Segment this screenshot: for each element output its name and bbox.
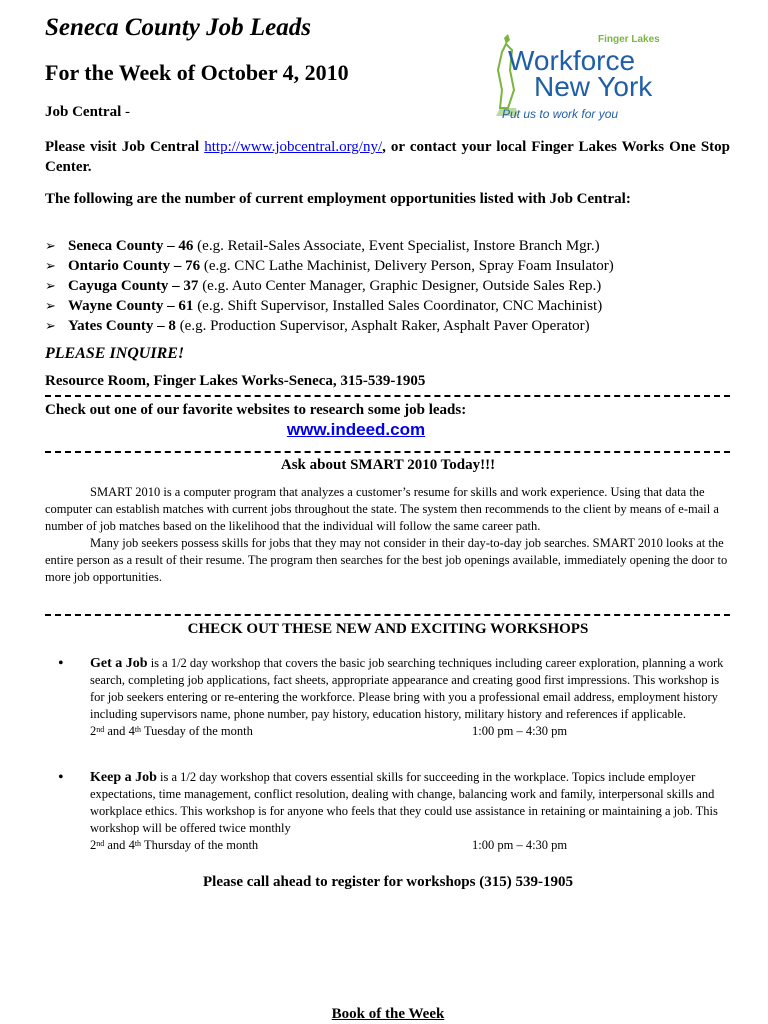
workshops-heading: CHECK OUT THESE NEW AND EXCITING WORKSHOPS — [187, 621, 589, 637]
list-item: ➢ Yates County – 8 (e.g. Production Supervisor, Asphalt Raker, Asphalt Paver Operator) — [45, 318, 590, 334]
arrow-bullet-icon: ➢ — [45, 258, 56, 273]
divider — [45, 614, 730, 616]
indeed-link[interactable]: www.indeed.com — [286, 420, 426, 439]
bullet-icon: • — [58, 769, 64, 786]
workshop-time: 1:00 pm – 4:30 pm — [472, 838, 568, 852]
job-central-link[interactable]: http://www.jobcentral.org/ny/ — [204, 139, 383, 155]
smart-paragraph-1: SMART 2010 is a computer program that analyzes a customer’s resume for skills and work experience. Using that data the computer can establish matches with current jobs throughout the state. The system then recommends to the client by means of e-mail a number of job matches based on the likelihood that the individual will follow the same career path. — [45, 485, 719, 533]
list-item: ➢ Cayuga County – 37 (e.g. Auto Center Manager, Graphic Designer, Outside Sales Rep.) — [45, 278, 602, 294]
visit-paragraph: Please visit Job Central http://www.jobcentral.org/ny/, or contact your local Finger Lakes Works One Stop Center. — [45, 139, 730, 175]
logo-tagline: Put us to work for you — [502, 107, 619, 121]
workshop-keep-a-job: • Keep a Job is a 1/2 day workshop that covers essential skills for succeeding in the workplace. Topics include employer expectations, time management, conflict resolution, dealing with change, balancing work and family, interpersonal skills and workplace ethics. This workshop is for anyone who feels that they could use assistance in retaining or maintaining a job. This workshop will be offered twice monthly 2nd and 4th Thursday of the month 1:00 pm – 4:30 pm — [64, 769, 734, 854]
arrow-bullet-icon: ➢ — [45, 298, 56, 313]
please-inquire: PLEASE INQUIRE! — [45, 345, 185, 362]
divider — [45, 451, 730, 453]
arrow-bullet-icon: ➢ — [45, 318, 56, 333]
workshop-schedule: 2nd and 4th Tuesday of the month 1:00 pm – 4:30 pm — [90, 724, 568, 738]
page-title: Seneca County Job Leads — [45, 14, 311, 41]
workshop-time: 1:00 pm – 4:30 pm — [472, 724, 568, 738]
arrow-bullet-icon: ➢ — [45, 278, 56, 293]
smart-paragraph-2: Many job seekers possess skills for jobs that they may not consider in their day-to-day job searches. SMART 2010 looks at the entire person as a result of their resume. The program then searches for the best job openings available, immediately opening the door to more job opportunities. — [45, 536, 728, 584]
divider — [45, 395, 730, 397]
workshop-schedule: 2nd and 4th Thursday of the month 1:00 pm – 4:30 pm — [90, 838, 568, 852]
favorite-websites-text: Check out one of our favorite websites to research some job leads: — [45, 402, 467, 418]
workshop-get-a-job: • Get a Job is a 1/2 day workshop that covers the basic job searching techniques including career exploration, planning a work search, completing job applications, fact sheets, appropriate appearance and creating good first impressions. This workshop is for job seekers entering or re-entering the workforce. Please bring with you a professional email address, employment history including supervisors name, phone number, pay history, education history, military history and references if applicable. 2nd and 4th Tuesday of the month 1:00 pm – 4:30 pm — [64, 655, 734, 740]
opportunities-intro: The following are the number of current employment opportunities listed with Job Central: — [45, 191, 631, 207]
logo-top-text: Finger Lakes — [598, 34, 660, 45]
week-heading: For the Week of October 4, 2010 — [45, 60, 349, 85]
statue-of-liberty-icon — [490, 30, 670, 122]
bullet-icon: • — [58, 655, 64, 672]
list-item: ➢ Wayne County – 61 (e.g. Shift Supervisor, Installed Sales Coordinator, CNC Machinist) — [45, 298, 603, 314]
logo-line1: Workforce — [508, 45, 636, 76]
smart-heading: Ask about SMART 2010 Today!!! — [280, 457, 496, 473]
resource-room-contact: Resource Room, Finger Lakes Works-Seneca, 315-539-1905 — [45, 373, 426, 389]
county-list — [45, 236, 745, 336]
job-central-label: Job Central - — [45, 104, 130, 120]
smart-description — [45, 484, 735, 586]
book-of-the-week: Book of the Week — [331, 1006, 445, 1022]
list-item: ➢ Ontario County – 76 (e.g. CNC Lathe Machinist, Delivery Person, Spray Foam Insulator) — [45, 258, 614, 274]
register-call: Please call ahead to register for workshops (315) 539-1905 — [203, 874, 573, 890]
arrow-bullet-icon: ➢ — [45, 238, 56, 253]
workforce-new-york-logo — [490, 30, 670, 122]
logo-line2: New York — [534, 71, 653, 102]
list-item: ➢ Seneca County – 46 (e.g. Retail-Sales Associate, Event Specialist, Instore Branch Mgr.) — [45, 238, 600, 254]
